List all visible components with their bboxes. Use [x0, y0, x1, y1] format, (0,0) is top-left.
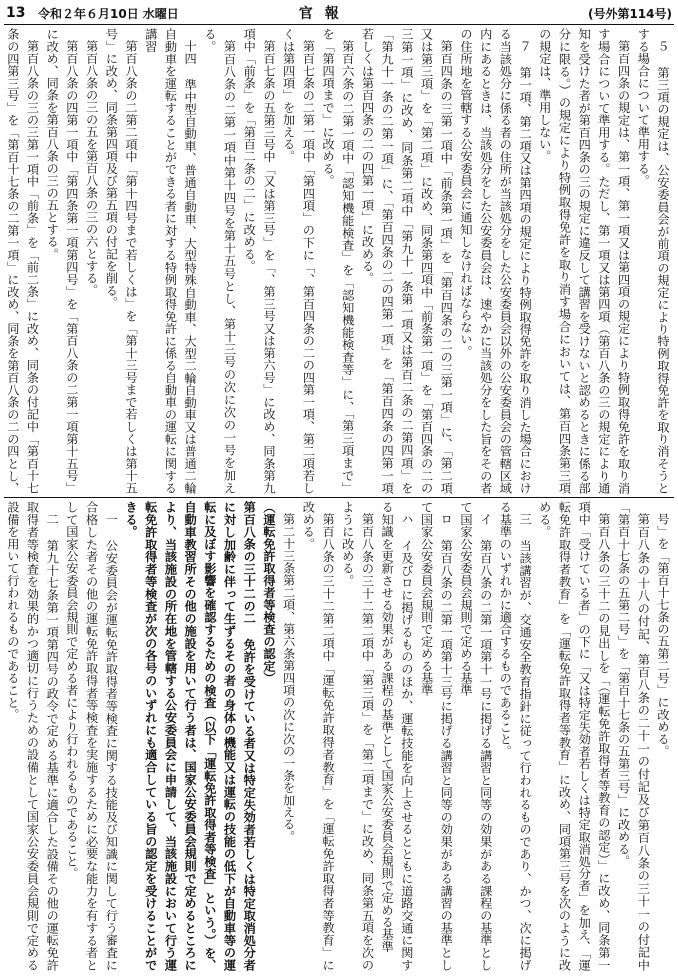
paragraph: 第百七条の五第三号中「又は第三号」を「、第三号又は第六号」に改め、同条第九項中「前条」を「第百二条の二」に改める。 — [242, 28, 276, 494]
paragraph: 第百八条の三の五を第百八条の三の六とする。 — [84, 40, 99, 297]
paragraph: イ 第百八条の二第一項第十一号に掲げる講習と同等の効果がある課程の基準として国家公安委員会規則で定める基準 — [458, 501, 493, 971]
page-number: 13 — [6, 5, 26, 21]
paragraph — [0, 501, 2, 971]
header-rule — [4, 24, 674, 25]
paragraph: 第百八条の二第一項中第十四号を第十五号とし、第十三号の次に次の一号を加える。 — [202, 28, 237, 494]
paragraph: 第百八条の十八の付記、第百八条の二十一の付記及び第百八条の三十一の付記中「第百十七条の五第二号」を「第百十七条の五第三号」に改める。 — [616, 501, 651, 971]
section-divider — [4, 497, 674, 498]
upper-text-block — [6, 28, 672, 494]
paragraph: 第百八条の三の三第一項中「前条」を「前二条」に改め、同条の付記中「第百十七条の四第三号」を「第百十七条の二第一項」に改め、同条を第百八条の二の四とし、 — [5, 28, 40, 494]
paragraph: ハ イ及びロに掲げるもののほか、運転技能を向上させるとともに道路交通に関する知識を更新させる効果がある課程の基準として国家公安委員会規則で定める基準 — [380, 501, 414, 971]
paragraph: 号」を「第百十七条の五第二号」に改める。 — [656, 513, 670, 758]
issue-number: (号外第114号) — [587, 6, 672, 21]
paragraph: ５ 第三項の規定は、公安委員会が前項の規定により特例取得免許を取り消そうとする場合について準用する。 — [636, 28, 670, 494]
paragraph: 二 第九十七条第一項第四号の政令で定める基準に適合した設備その他の運転免許取得者等検査を効果的かつ適切に行うための設備として国家公安委員会規則で定める設備を用いて行われるものであること。 — [5, 501, 60, 971]
gazette-title: 官報 — [298, 6, 351, 22]
paragraph: 一 公安委員会が運転免許取得者等検査に関する技能及び知識に関して行う審査に合格した者その他の運転免許取得者等検査を実施するために必要な能力を有する者として国家公安委員会規則で定める者により行われるものであること。 — [64, 501, 119, 971]
paragraph: 第二十三条第二項、第六条第四項の次に次の一条を加える。 — [281, 513, 296, 843]
paragraph: 三 当該講習が、交通安全教育指針に従って行われるものであり、かつ、次に掲げる基準のいずれかに適合するものであること。 — [498, 501, 533, 971]
issue-date: 令和２年６月10日 — [38, 6, 139, 21]
paragraph: 第百八条の三十二第二項中「運転免許取得者教育」を「運転免許取得者等教育」に改める。 — [301, 501, 336, 971]
paragraph: （運転免許取得者等検査の認定） — [261, 501, 276, 684]
lower-text-block — [6, 501, 672, 971]
paragraph: ７ 第一項、第二項又は第四項の規定により特例取得免許を取り消した場合における当該処分に係る者の住所が当該処分をした公安委員会以外の公安委員会の管轄区域内にあるときは、当該処分をした公安委員会は、速やかに当該処分をした旨をその者の住所地を管轄する公安委員会に通知しなければならない。 — [458, 28, 533, 494]
weekday: 水曜日 — [142, 6, 179, 21]
paragraph: 十四 準中型自動車、普通自動車、大型特殊自動車、大型二輪自動車又は普通二輪自動車を運転することができる者に対する特例取得免許に係る自動車の運転に関する講習 — [143, 28, 198, 494]
paragraph: 第百八条の三十二第二項中「第三項」を「第二項まで」に改め、同条第五項を次のように改める。 — [340, 501, 375, 971]
paragraph: 第百六条の二第一項中「認知機能検査」を「認知機能検査等」に、「第三項まで」を「第四項まで」に改める。 — [321, 28, 355, 494]
paragraph: 第百八条の三十二の二 免許を受けている者又は特定失効者若しくは特定取消処分者に対し加齢に伴って生ずるその者の身体の機能又は運転の技能の低下が自動車等の運転に及ぼす影響を確認するための検査（以下「運転免許取得者等検査」という。）を、自動車教習所その他の施設を用いて行う者は、国家公安委員会規則で定めるところにより、当該施設の所在地を管轄する公安委員会に申請して、当該施設において行う運転免許取得者等検査が次の各号のいずれにも適合している旨の認定を受けることができる。 — [124, 501, 257, 971]
paragraph: 第百四条の規定は、第一項、第一項又は第四項の規定により特例取得免許を取り消す場合について準用する。ただし、第一項又は第四項（第百八条の三の規定により通知を受けた者が第百四条の三の規定に違反して講習を受けないと認めるときに係る部分に限る。）の規定により特例取得免許を取り消す場合においては、第百四条第三項の規定は、準用しない。 — [537, 28, 631, 494]
paragraph: 第百八条の四第一項中「第四条第一項第四号」を「第百八条の二第一項第十五号」に改め、同条を第百八条の三の五とする。 — [45, 28, 79, 494]
paragraph: ロ 第百八条の二第一項第十三号に掲げる講習と同等の効果がある講習の基準として国家公安委員会規則で定める基準 — [419, 501, 454, 971]
page-header — [6, 4, 672, 22]
paragraph: 第百七条の二第一項中「第四項」の下に「、第百四条の二の四第一項、第二項若しくは第四項」を加える。 — [281, 28, 316, 494]
paragraph: 第百八条の二第二項中「第十四号まで若しくは」を「第十三号まで若しくは第十五号」に改め、同条第四項及び第五項の付記を削る。 — [104, 28, 139, 494]
paragraph: 第百八条の三十二の見出しを「（運転免許取得者等教育の認定）」に改め、同条第一項中「受けている者」の下に「又は特定失効者若しくは特定取消処分者」を加え、「運転免許取得者教育」を「運転免許取得者等教育」に改め、同項第三号を次のように改める。 — [537, 501, 611, 971]
paragraph: 第百四条の三第一項中「前条第一項」を「第百四条の二の三第一項」に、「第二項又は第三項」を「第二項」に改め、同条第四項中「前条第一項」を「第百四条の二の三第一項」に改め、同条第二項中「第九十一条第一項又は第百二条の二第四項」を「第九十一条の二第一項」に、「第百四条の二の四第一項」を「第百四条の四第一項若しくは第百四条の二の四第一項」に改める。 — [360, 28, 454, 494]
